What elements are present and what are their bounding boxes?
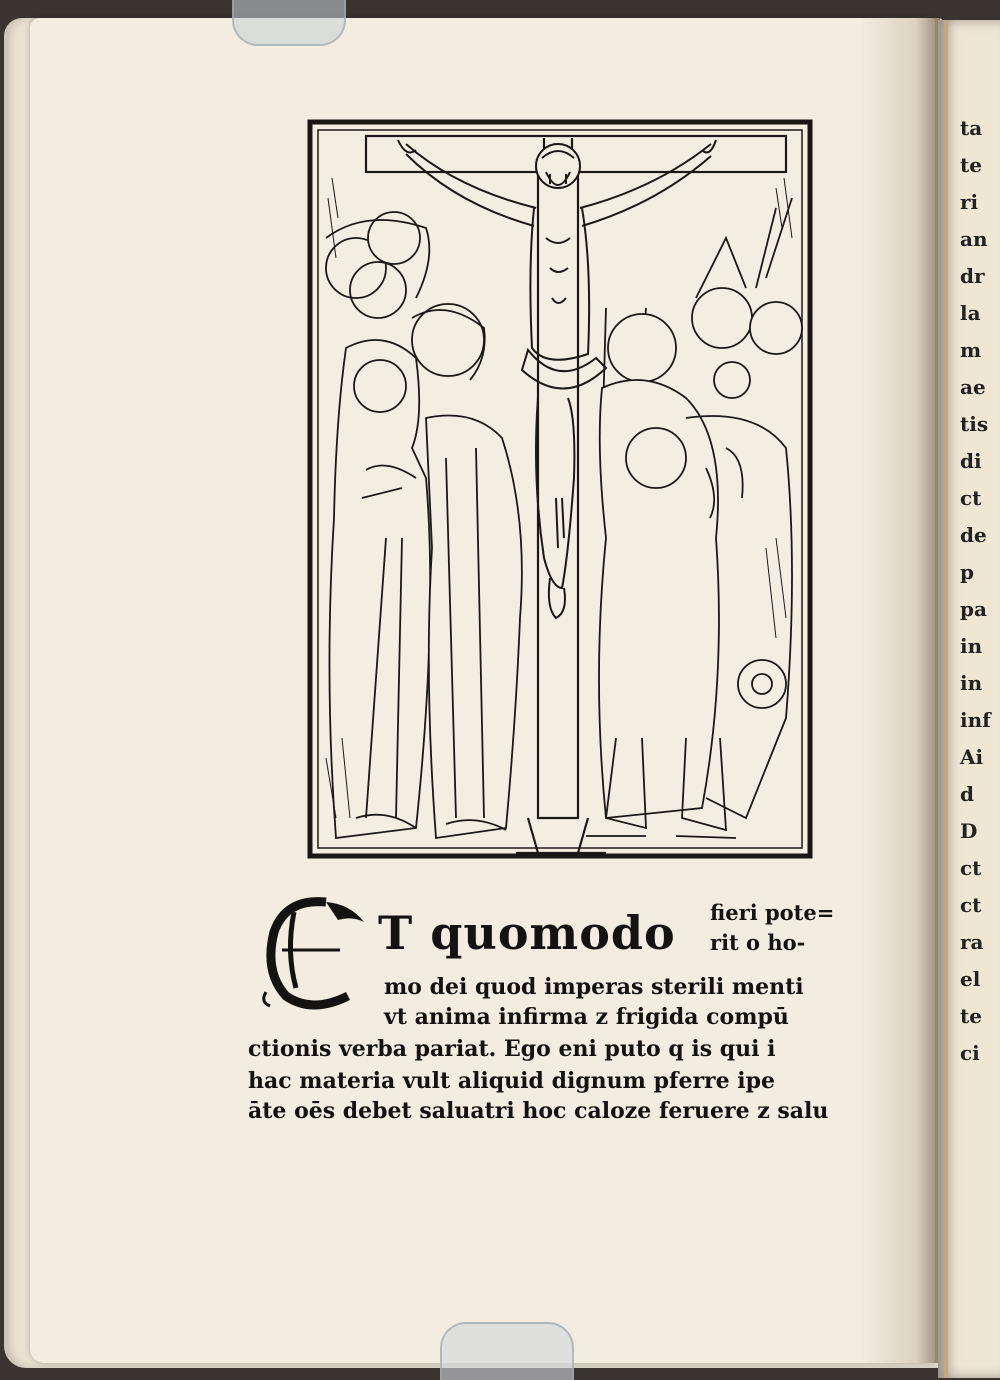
text-line: ctionis verba pariat. Ego eni puto q is qui i [248,1036,776,1062]
facing-page-glyph: di [960,449,982,473]
facing-page-glyph: ct [960,486,982,510]
facing-page-glyph: la [960,301,981,325]
page-edge-line [944,20,948,1378]
facing-page-glyph: ct [960,893,982,917]
facing-page-glyph: ct [960,856,982,880]
decorated-initial [256,892,376,1010]
facing-page-glyph: ae [960,375,986,399]
facing-page-glyph: D [960,819,978,843]
facing-page-glyph: inf [960,708,991,732]
facing-page-edge [938,20,1000,1378]
woodcut-image [306,118,814,860]
text-line: mo dei quod imperas sterili menti [384,974,804,1000]
facing-page-glyph: pa [960,597,987,621]
facing-page-glyph: ra [960,930,984,954]
facing-page-glyph: el [960,967,981,991]
facing-page-glyph: te [960,1004,982,1028]
body-text-block [248,892,858,1132]
facing-page-glyph: dr [960,264,985,288]
facing-page-glyph: ta [960,116,983,140]
top-page-clip [232,0,346,46]
opening-line-tail: fieri pote= rit o ho- [710,900,835,955]
facing-page-glyph: Ai [960,745,984,769]
facing-page-glyph: m [960,338,982,362]
text-line: hac materia vult aliquid dignum pferre ipe [248,1068,776,1094]
text-line: āte oēs debet saluatri hoc caloze feruere z salu [248,1098,829,1124]
book-gutter [860,18,940,1363]
facing-page-text [960,110,1000,1072]
facing-page-glyph: tis [960,412,989,436]
text-line: vt anima infirma z frigida compū [384,1004,789,1030]
facing-page-glyph: d [960,782,974,806]
crucifixion-woodcut [306,118,814,860]
facing-page-glyph: in [960,634,983,658]
facing-page-glyph: ri [960,190,979,214]
bottom-page-clip [440,1322,574,1380]
initial-letter-e [256,892,376,1010]
facing-page-glyph: ci [960,1041,980,1065]
facing-page-glyph: an [960,227,988,251]
facing-page-glyph: de p [960,523,987,584]
facing-page-glyph: te [960,153,982,177]
facing-page-glyph: in [960,671,983,695]
opening-words: T quomodo [378,906,676,960]
